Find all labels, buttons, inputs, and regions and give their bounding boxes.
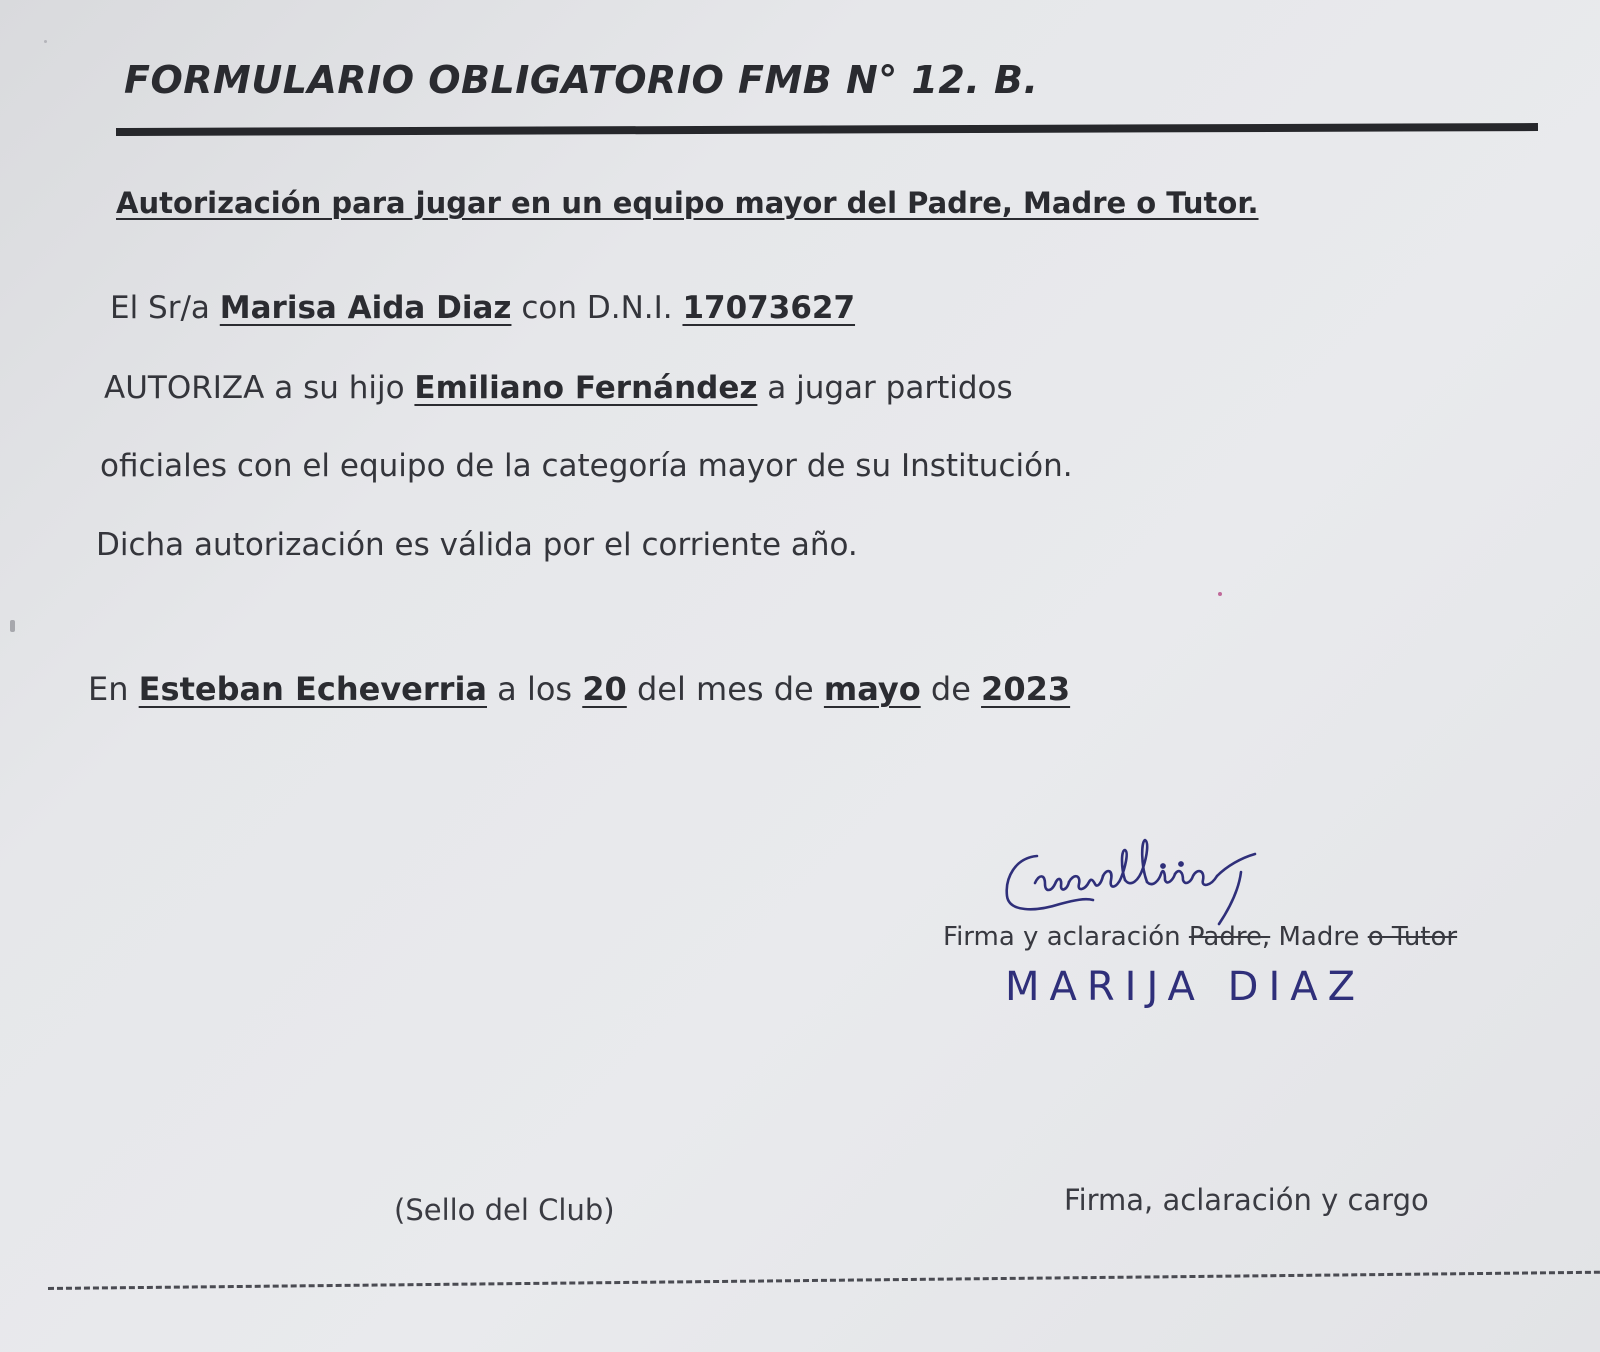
club-signature-label: Firma, aclaración y cargo	[1064, 1183, 1429, 1217]
place-prefix: En	[88, 670, 129, 708]
dni-label: con D.N.I.	[521, 290, 673, 326]
authorizes-prefix: AUTORIZA a su hijo	[104, 370, 405, 406]
validity-line: Dicha autorización es válida por el corriente año.	[96, 527, 858, 563]
form-title: FORMULARIO OBLIGATORIO FMB N° 12. B.	[124, 58, 1039, 102]
paper-speck	[44, 40, 47, 43]
authorizes-suffix: a jugar partidos	[767, 370, 1013, 406]
handwritten-printed-name	[1005, 962, 1385, 1012]
month-prefix: del mes de	[636, 670, 814, 708]
club-stamp-label: (Sello del Club)	[394, 1193, 615, 1227]
player-name: Emiliano Fernández	[414, 370, 758, 406]
month-value: mayo	[823, 670, 921, 708]
title-rule	[116, 123, 1538, 136]
section-heading: Autorización para jugar en un equipo mayor del Padre, Madre o Tutor.	[116, 186, 1259, 220]
paper-speck	[10, 620, 15, 632]
authorization-line	[104, 370, 1013, 406]
paper-speck	[1218, 592, 1222, 596]
dni-number: 17073627	[682, 290, 856, 326]
year-value: 2023	[981, 670, 1071, 708]
handwritten-name-text: MARIJA DIAZ	[1005, 964, 1365, 1010]
place-name: Esteban Echeverria	[138, 670, 487, 708]
cut-line	[48, 1271, 1600, 1290]
caption-madre: Madre	[1278, 922, 1360, 952]
day-value: 20	[582, 670, 627, 708]
days-prefix: a los	[497, 670, 573, 708]
caption-padre-struck: Padre,	[1188, 922, 1271, 952]
place-date-line	[88, 670, 1070, 708]
caption-prefix: Firma y aclaración	[943, 922, 1181, 952]
guardian-prefix: El Sr/a	[110, 290, 210, 326]
year-prefix: de	[930, 670, 971, 708]
guardian-line	[110, 290, 855, 326]
caption-tutor-struck: o Tutor	[1367, 922, 1458, 952]
authorization-line-continued: oficiales con el equipo de la categoría mayor de su Institución.	[100, 448, 1073, 484]
guardian-name: Marisa Aida Diaz	[219, 290, 512, 326]
guardian-signature-caption	[943, 922, 1457, 952]
